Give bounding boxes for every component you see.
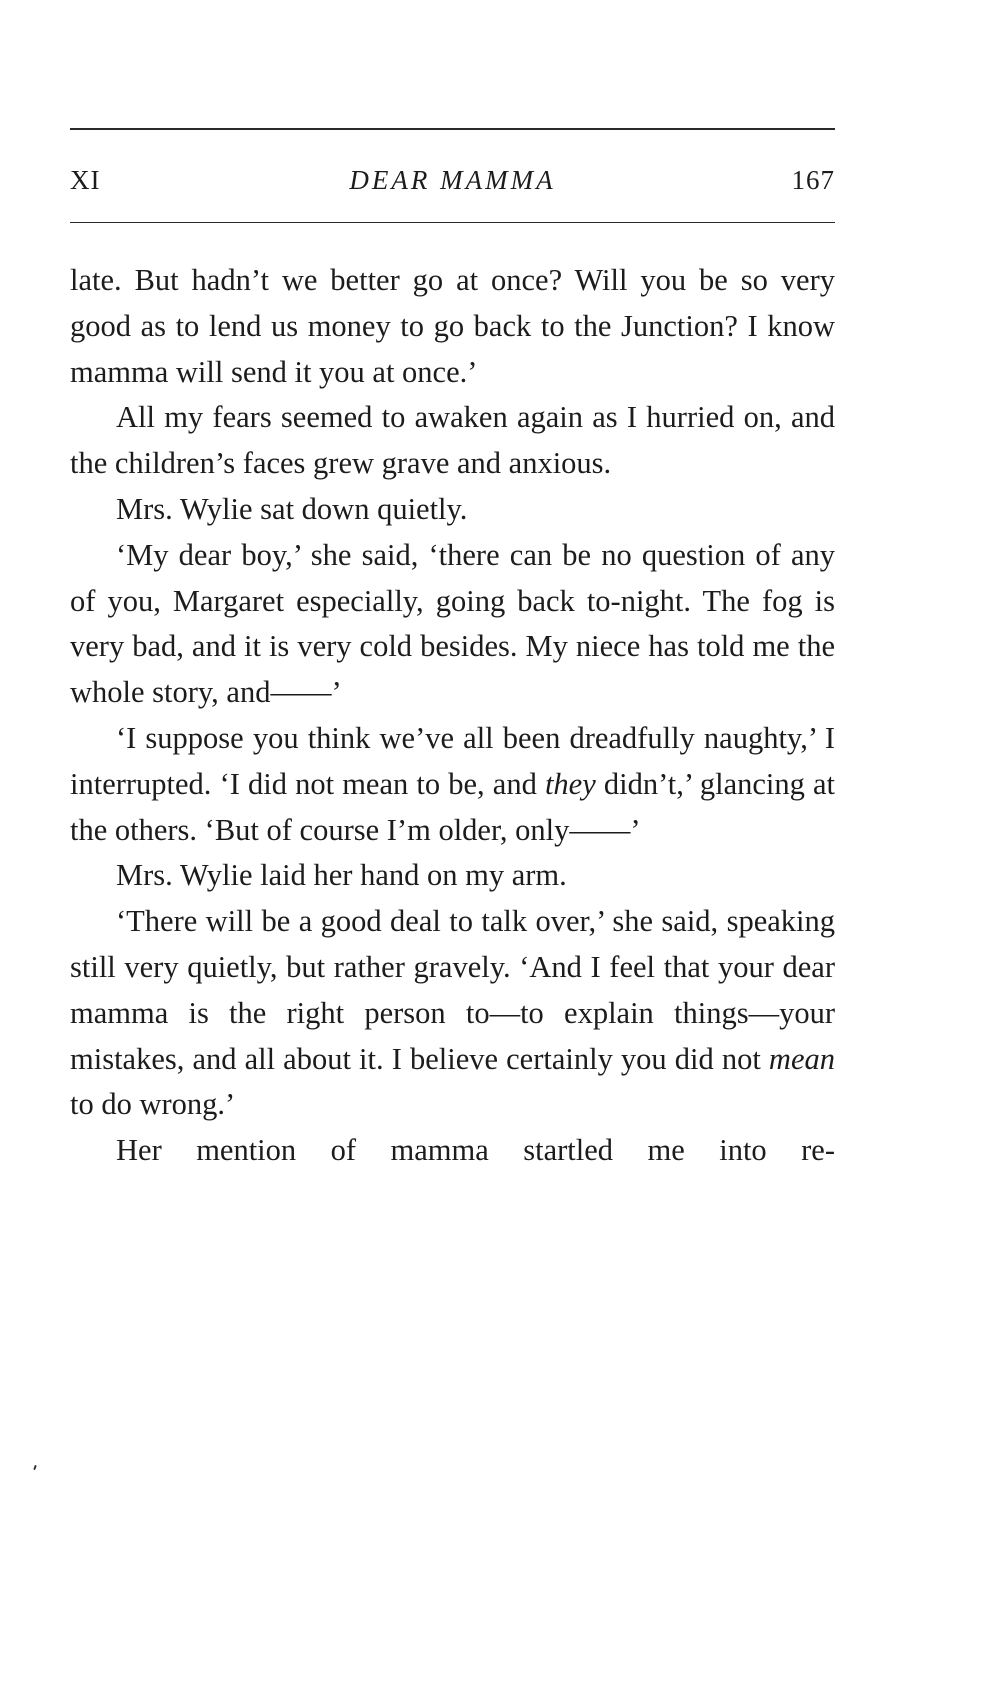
page-number: 167 xyxy=(791,165,835,195)
running-header xyxy=(70,158,835,202)
paragraph xyxy=(70,899,835,1128)
paragraph xyxy=(70,533,835,716)
text-run: to do wrong.’ xyxy=(70,1087,236,1122)
italic-text: mean xyxy=(768,1041,835,1076)
header-top-rule xyxy=(70,128,835,130)
paragraph xyxy=(70,258,835,395)
text-run: All my fears seemed to awaken again as I hurried on, and the children’s faces grew grave and anxious. xyxy=(70,400,835,481)
text-run: late. But hadn’t we better go at once? Will you be so very good as to lend us money to go back to the Junction? I know mamma will send it you at once.’ xyxy=(70,263,835,389)
italic-text: they xyxy=(544,766,596,801)
body-text xyxy=(70,258,835,1174)
text-run: Mrs. Wylie sat down quietly. xyxy=(116,491,468,526)
chapter-number: XI xyxy=(70,165,101,195)
text-run: Her mention of mamma startled me into re- xyxy=(116,1133,835,1168)
book-page xyxy=(70,0,835,1697)
text-run: didn’t,’ glancing at the others. ‘But of course I’m older, only——’ xyxy=(70,766,836,847)
header-bottom-rule xyxy=(70,222,835,223)
running-title: DEAR MAMMA xyxy=(349,165,556,195)
text-run: ‘I suppose you think we’ve all been dreadfully naughty,’ I interrupted. ‘I did not mean to be, and xyxy=(70,720,835,801)
text-run: Mrs. Wylie laid her hand on my arm. xyxy=(116,858,567,893)
paragraph xyxy=(70,395,835,487)
paragraph xyxy=(70,487,835,533)
paragraph xyxy=(70,1128,835,1174)
paragraph xyxy=(70,853,835,899)
paragraph xyxy=(70,716,835,853)
text-run: ‘My dear boy,’ she said, ‘there can be no question of any of you, Margaret especially, going back to-night. The fog is very bad, and it is very cold besides. My niece has told me the whole story, and——’ xyxy=(70,537,835,710)
text-run: ‘There will be a good deal to talk over,’ she said, speaking still very quietly, but rather gravely. ‘And I feel that your dear mamma is the right person to—to explain things—your mistakes, and all about it. I believe certainly you did not xyxy=(70,904,835,1076)
print-speck xyxy=(33,1465,37,1470)
